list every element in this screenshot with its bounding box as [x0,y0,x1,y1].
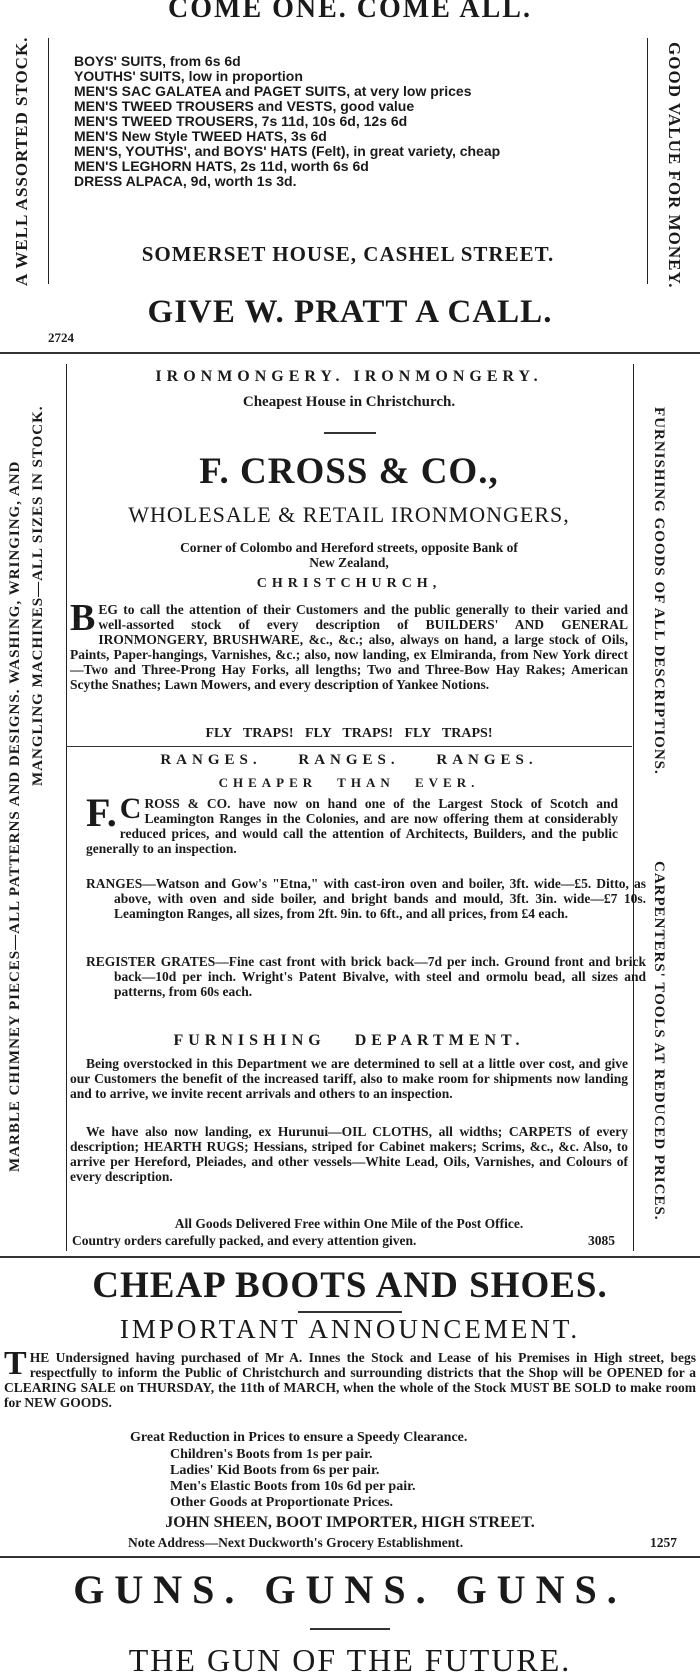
cross-side-right-2: CARPENTERS' TOOLS AT REDUCED PRICES. [651,861,667,1221]
divider [66,746,632,747]
cross-side-left-2: MANGLING MACHINES—ALL SIZES IN STOCK. [30,405,46,787]
divider [324,432,376,434]
cross-grates-item: REGISTER GRATES—Fine cast front with brick back—7d per inch. Ground front and brick back—10d per inch. Wright's Patent Bivalve, with steel and ormolu bead, all sizes and patterns, from 60s each. [86,954,646,999]
cross-side-left-1: MARBLE CHIMNEY PIECES—ALL PATTERNS AND DESIGNS. WASHING, WRINGING, AND [7,460,23,1172]
cross-side-right-1: FURNISHING GOODS OF ALL DESCRIPTIONS. [651,407,667,775]
sheen-number: 1257 [650,1535,677,1550]
sheen-headline: CHEAP BOOTS AND SHOES. [92,1265,608,1306]
list-item: MEN'S TWEED TROUSERS, 7s 11d, 10s 6d, 12s 6d [74,113,408,129]
list-item: YOUTHS' SUITS, low in proportion [74,68,303,84]
cross-city: CHRISTCHURCH, [256,576,442,591]
divider [298,1311,402,1313]
cross-ranges-intro: F. C ROSS & CO. have now on hand one of the Largest Stock of Scotch and Leamington Ranges in the Colonies, and are now offering them at considerably reduced prices, and would call the attention of Architects, Builders, and the public generally to an inspection. [86,790,618,856]
cross-location-2: New Zealand, [309,555,389,570]
sheen-subhead: IMPORTANT ANNOUNCEMENT. [119,1314,581,1344]
dropcap: C [119,792,142,825]
cross-ranges-head: RANGES. RANGES. RANGES. [160,752,538,768]
cross-furnishing-2: We have also now landing, ex Hurunui—OIL CLOTHS, all widths; CARPETS of every description; HEARTH RUGS; Hessians, striped for Cabinet makers; Scrims, &c., &c. Also, to arrive per Hereford, Pleiades, and other vessels—White Lead, Oils, Varnishes, and Colours of every description. [70,1124,628,1184]
list-item: Children's Boots from 1s per pair. [170,1447,373,1462]
guns-headline: GUNS. GUNS. GUNS. [73,1567,627,1612]
pratt-address: SOMERSET HOUSE, CASHEL STREET. [141,242,555,266]
cross-number: 3085 [588,1233,615,1248]
dropcap: F. [86,790,117,835]
cross-ranges-sub: CHEAPER THAN EVER. [218,775,480,790]
pratt-side-right: GOOD VALUE FOR MONEY. [665,42,684,289]
divider [0,1556,700,1558]
sheen-signature: JOHN SHEEN, BOOT IMPORTER, HIGH STREET. [165,1514,535,1531]
pratt-headline: COME ONE. COME ALL. [168,0,532,24]
list-item: MEN'S New Style TWEED HATS, 3s 6d [74,128,327,144]
cross-country: Country orders carefully packed, and every attention given. [72,1233,417,1248]
pratt-item-list [74,54,500,189]
cross-firm-name: F. CROSS & CO., [199,451,499,492]
cross-fly-traps: FLY TRAPS! FLY TRAPS! FLY TRAPS! [205,726,493,741]
divider [0,352,700,354]
list-item: MEN'S LEGHORN HATS, 2s 11d, worth 6s 6d [74,158,369,174]
list-item: BOYS' SUITS, from 6s 6d [74,53,241,69]
list-item: DRESS ALPACA, 9d, worth 1s 3d. [74,173,297,189]
dropcap: T [4,1345,27,1382]
list-item: Men's Elastic Boots from 10s 6d per pair. [170,1479,416,1494]
list-item: Ladies' Kid Boots from 6s per pair. [170,1463,380,1478]
divider [310,1628,390,1630]
guns-subhead: THE GUN OF THE FUTURE. [128,1642,572,1678]
cross-furnishing-head: FURNISHING DEPARTMENT. [173,1032,525,1049]
list-item: MEN'S TWEED TROUSERS and VESTS, good value [74,98,415,114]
cross-location-1: Corner of Colombo and Hereford streets, opposite Bank of [180,540,518,555]
divider [0,1256,700,1258]
sheen-price-list [170,1447,416,1511]
dropcap: B [70,597,96,639]
pratt-side-left: A WELL ASSORTED STOCK. [12,36,31,286]
cross-header: IRONMONGERY. IRONMONGERY. [155,368,543,385]
cross-intro: BEG to call the attention of their Customers and the public generally to their varied and well-assorted stock of every description of BUILDERS' AND GENERAL IRONMONGERY, BRUSHWARE, &c., &c.; also, always on hand, a large stock of Oils, Paints, Paper-hangings, Varnishes, &c.; also, now landing, ex Elmiranda, from New York direct—Two and Three-Prong Hay Forks, all lengths; Two and Three-Bow Hay Rakes; American Scythe Snathes; Lawn Mowers, and every description of Yankee Notions. [70,597,628,692]
cross-subheader: Cheapest House in Christchurch. [242,394,456,410]
cross-delivery: All Goods Delivered Free within One Mile of the Post Office. [174,1216,524,1231]
list-item: Other Goods at Proportionate Prices. [170,1495,394,1510]
list-item: MEN'S, YOUTHS', and BOYS' HATS (Felt), in great variety, cheap [74,143,501,159]
pratt-call: GIVE W. PRATT A CALL. [147,294,553,330]
sheen-note: Note Address—Next Duckworth's Grocery Establishment. [128,1535,464,1550]
list-item: MEN'S SAC GALATEA and PAGET SUITS, at very low prices [74,83,472,99]
cross-trade: WHOLESALE & RETAIL IRONMONGERS, [128,502,570,527]
pratt-number: 2724 [48,330,74,345]
cross-ranges-item: RANGES—Watson and Gow's "Etna," with cast-iron oven and boiler, 3ft. wide—£5. Ditto, as above, with oven and side boiler, and bright bands and mould, 3ft. 3in. wide—£7 10s. Leamington Ranges, all sizes, from 2ft. 9in. to 6ft., and all prices, from £4 each. [86,876,646,921]
sheen-reduction: Great Reduction in Prices to ensure a Speedy Clearance. [130,1430,468,1445]
cross-furnishing-1: Being overstocked in this Department we are determined to sell at a little over cost, and give our Customers the benefit of the increased tariff, also to make room for shipments now landing and to arrive, we invite recent arrivals and others to an inspection. [70,1056,628,1101]
sheen-body: THE Undersigned having purchased of Mr A. Innes the Stock and Lease of his Premises in High street, begs respectfully to inform the Public of Christchurch and surrounding districts that the Shop will be OPENED for a CLEARING SALE on THURSDAY, the 11th of MARCH, when the whole of the Stock MUST BE SOLD to make room for NEW GOODS. [4,1345,696,1410]
